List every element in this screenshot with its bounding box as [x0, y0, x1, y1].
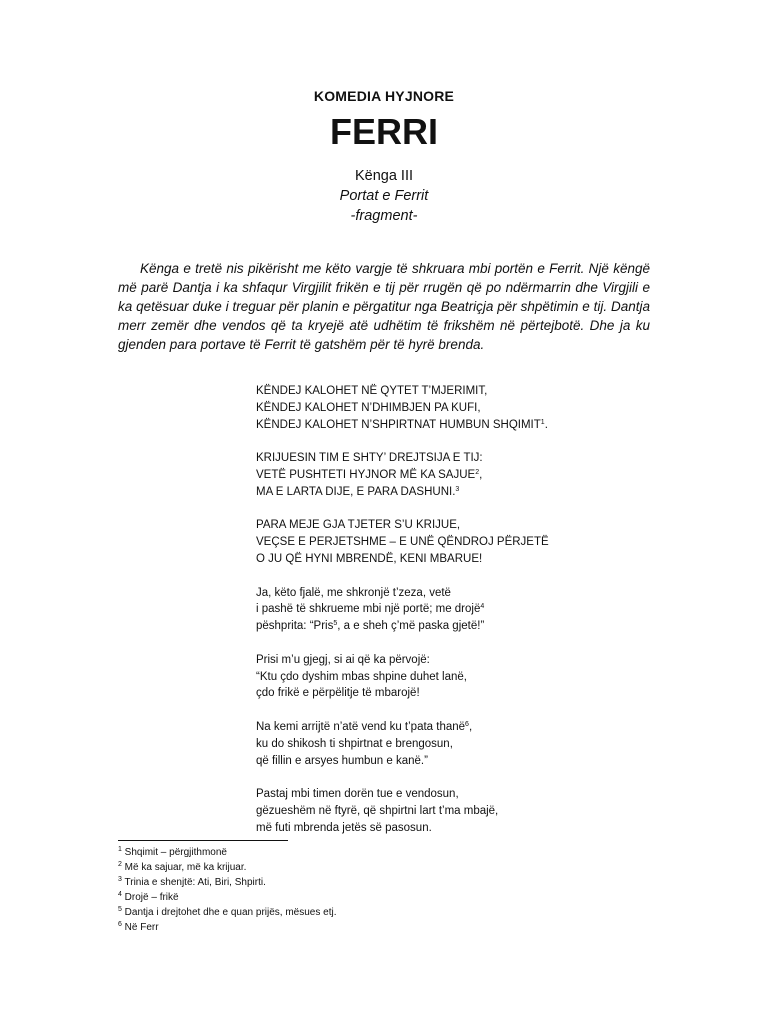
canto-number: Kënga III	[354, 168, 414, 184]
footnote-item: $^5$ Dantja i drejtohet dhe e quan prijës, mësues etj.	[118, 906, 337, 918]
poem-line: ku do shikosh ti shpirtnat e brengosun,	[256, 737, 453, 750]
footnotes	[118, 845, 618, 935]
poem-line: Na kemi arrijtë n’atë vend ku t’pata thanë$^6$,	[256, 720, 473, 733]
poem-line: çdo frikë e përpëlitje të mbarojë!	[256, 687, 420, 700]
footnote-ref: 3	[455, 485, 460, 493]
fragment-label: -fragment-	[350, 208, 418, 224]
footnote-item: $^6$ Në Ferr	[118, 921, 159, 933]
intro-paragraph: Kënga e tretë nis pikërisht me këto vargje të shkruara mbi portën e Ferrit. Një këngë më parë Dantja i ka shfaqur Virgjilit frikën e tij për rrugën që po ndërmarrin dhe Virgjili e ka qetësuar duke i treguar për planin e përgatitur nga Beatriçja për shpëtimin e tij. Dantja merr zemër dhe vendos që ta kryejë atë udhëtim të frikshëm në përtejbotë. Dhe ja ku gjenden para portave të Ferrit të gatshëm për të hyrë brenda.	[118, 261, 650, 352]
poem-line: Ja, këto fjalë, me shkronjë t’zeza, vetë	[256, 586, 451, 599]
footnote-item: $^4$ Drojë – frikë	[118, 891, 179, 903]
poem-line: pëshprita: “Pris$^5$, a e sheh ç’më paska gjetë!”	[256, 620, 485, 633]
footnote-ref: 2	[475, 468, 480, 476]
poem-line: KËNDEJ KALOHET N’DHIMBJEN PA KUFI,	[256, 401, 481, 414]
series-title: KOMEDIA HYJNORE	[313, 88, 455, 104]
poem-line: Prisi m’u gjegj, si ai që ka përvojë:	[256, 653, 430, 666]
poem-line: KËNDEJ KALOHET NË QYTET T’MJERIMIT,	[256, 385, 488, 397]
poem-line: KRIJUESIN TIM E SHTY’ DREJTSIJA E TIJ:	[256, 452, 483, 465]
poem-line: PARA MEJE GJA TJETER S’U KRIJUE,	[256, 519, 461, 532]
poem-stanza	[256, 517, 656, 567]
footnote-item: $^2$ Më ka sajuar, më ka krijuar.	[118, 861, 247, 873]
footnote-ref: 1	[540, 418, 545, 426]
document-header	[0, 88, 768, 226]
page-title: FERRI	[330, 111, 438, 152]
poem-stanza	[256, 450, 656, 500]
poem-stanza	[256, 585, 656, 635]
poem-line: KËNDEJ KALOHET N’SHPIRTNAT HUMBUN SHQIMIT$^1$.	[256, 418, 548, 431]
canto-subtitle: Portat e Ferrit	[339, 188, 429, 204]
footnote-ref: 4	[480, 603, 485, 611]
poem-line: VEÇSE E PERJETSHME – E UNË QËNDROJ PËRJETË	[256, 536, 549, 549]
poem-line: MA E LARTA DIJE, E PARA DASHUNI.$^3$	[256, 485, 460, 498]
poem-stanza	[256, 786, 656, 836]
footnote-ref: 5	[333, 620, 338, 628]
poem-line: që fillin e arsyes humbun e kanë.”	[256, 754, 428, 767]
footnote-item: $^1$ Shqimit – përgjithmonë	[118, 846, 227, 858]
footnote-item: $^3$ Trinia e shenjtë: Ati, Biri, Shpirti.	[118, 876, 266, 888]
poem-line: “Ktu çdo dyshim mbas shpine duhet lanë,	[256, 670, 467, 683]
poem-stanza	[256, 652, 656, 702]
poem-stanza	[256, 383, 656, 433]
poem	[256, 383, 656, 853]
poem-line: O JU QË HYNI MBRENDË, KENI MBARUE!	[256, 552, 483, 565]
poem-stanza	[256, 719, 656, 769]
poem-line: Pastaj mbi timen dorën tue e vendosun,	[256, 788, 459, 801]
poem-line: më futi mbrenda jetës së pasosun.	[256, 821, 432, 834]
footnote-ref: 6	[465, 720, 469, 728]
poem-line: VETË PUSHTETI HYJNOR MË KA SAJUE$^2$,	[256, 468, 483, 481]
poem-line: i pashë të shkrueme mbi një portë; me drojë$^4$	[256, 603, 485, 616]
footnote-divider	[118, 840, 288, 841]
poem-line: gëzueshëm në ftyrë, që shpirtni lart t’ma mbajë,	[256, 804, 499, 817]
